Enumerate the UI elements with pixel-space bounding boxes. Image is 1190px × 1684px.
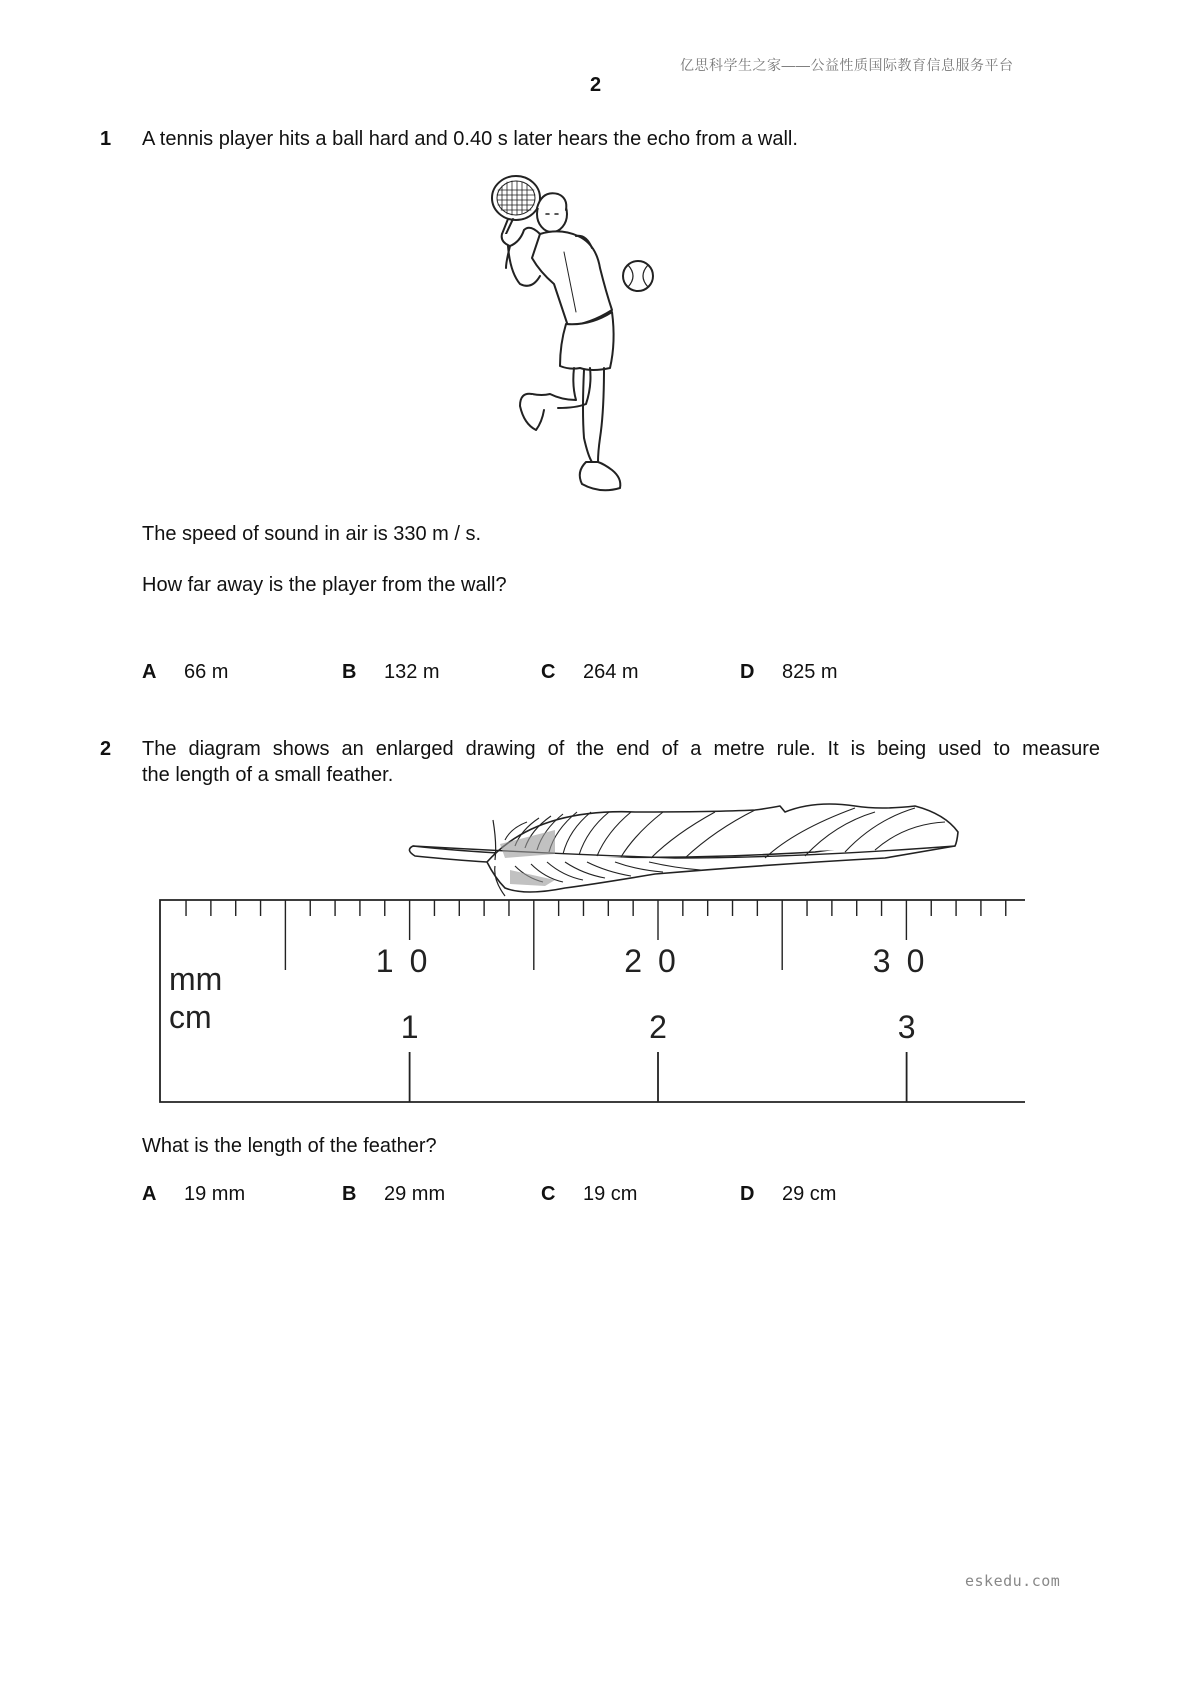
header-site-text: 亿思科学生之家——公益性质国际教育信息服务平台: [680, 57, 1014, 73]
question-2-prompt: What is the length of the feather?: [142, 1135, 437, 1157]
q2-option-d-letter[interactable]: D: [740, 1183, 755, 1205]
question-2-number: 2: [100, 738, 112, 760]
question-1-text: A tennis player hits a ball hard and 0.40 s later hears the echo from a wall.: [142, 128, 798, 150]
ruler-mm-number-10: 10: [375, 943, 444, 979]
ruler-mm-label: mm: [169, 961, 223, 997]
q2-option-d-value[interactable]: 29 cm: [782, 1183, 837, 1205]
question-2-text-line1: The diagram shows an enlarged drawing of the end of a metre rule. It is being used to measure: [142, 738, 1100, 760]
feather: [409, 804, 958, 896]
ruler-cm-number-3: 3: [897, 1009, 916, 1045]
q2-option-c-letter[interactable]: C: [541, 1183, 556, 1205]
player-head: [537, 193, 567, 232]
question-2-text-line2: the length of a small feather.: [142, 764, 394, 786]
question-1-number: 1: [100, 128, 112, 150]
tennis-racket: [492, 176, 540, 236]
q2-option-c-value[interactable]: 19 cm: [583, 1183, 638, 1205]
q2-option-b-letter[interactable]: B: [342, 1183, 357, 1205]
ruler-mm-number-20: 20: [624, 943, 692, 979]
feather-ruler-diagram: [155, 800, 1040, 1120]
footer-site-text: eskedu.com: [965, 1572, 1061, 1590]
q1-option-d-letter[interactable]: D: [740, 661, 755, 683]
question-1-info: The speed of sound in air is 330 m / s.: [142, 523, 482, 545]
ruler-cm-label: cm: [169, 999, 212, 1035]
q1-option-c-letter[interactable]: C: [541, 661, 556, 683]
q2-option-a-letter[interactable]: A: [142, 1183, 157, 1205]
metre-rule: [160, 900, 1025, 1102]
ruler-mm-number-30: 30: [872, 943, 941, 979]
ruler-cm-number-1: 1: [400, 1009, 419, 1045]
question-1-prompt: How far away is the player from the wall?: [142, 574, 507, 596]
tennis-ball: [623, 261, 653, 291]
q2-option-a-value[interactable]: 19 mm: [184, 1183, 246, 1205]
q1-option-a-letter[interactable]: A: [142, 661, 157, 683]
q1-option-d-value[interactable]: 825 m: [782, 661, 838, 683]
q1-option-b-letter[interactable]: B: [342, 661, 357, 683]
q2-option-b-value[interactable]: 29 mm: [384, 1183, 446, 1205]
q1-option-b-value[interactable]: 132 m: [384, 661, 440, 683]
ruler-cm-number-2: 2: [649, 1009, 667, 1045]
q1-option-c-value[interactable]: 264 m: [583, 661, 639, 683]
q1-option-a-value[interactable]: 66 m: [184, 661, 229, 683]
tennis-player-illustration: [480, 172, 720, 537]
page-number: 2: [590, 74, 602, 96]
